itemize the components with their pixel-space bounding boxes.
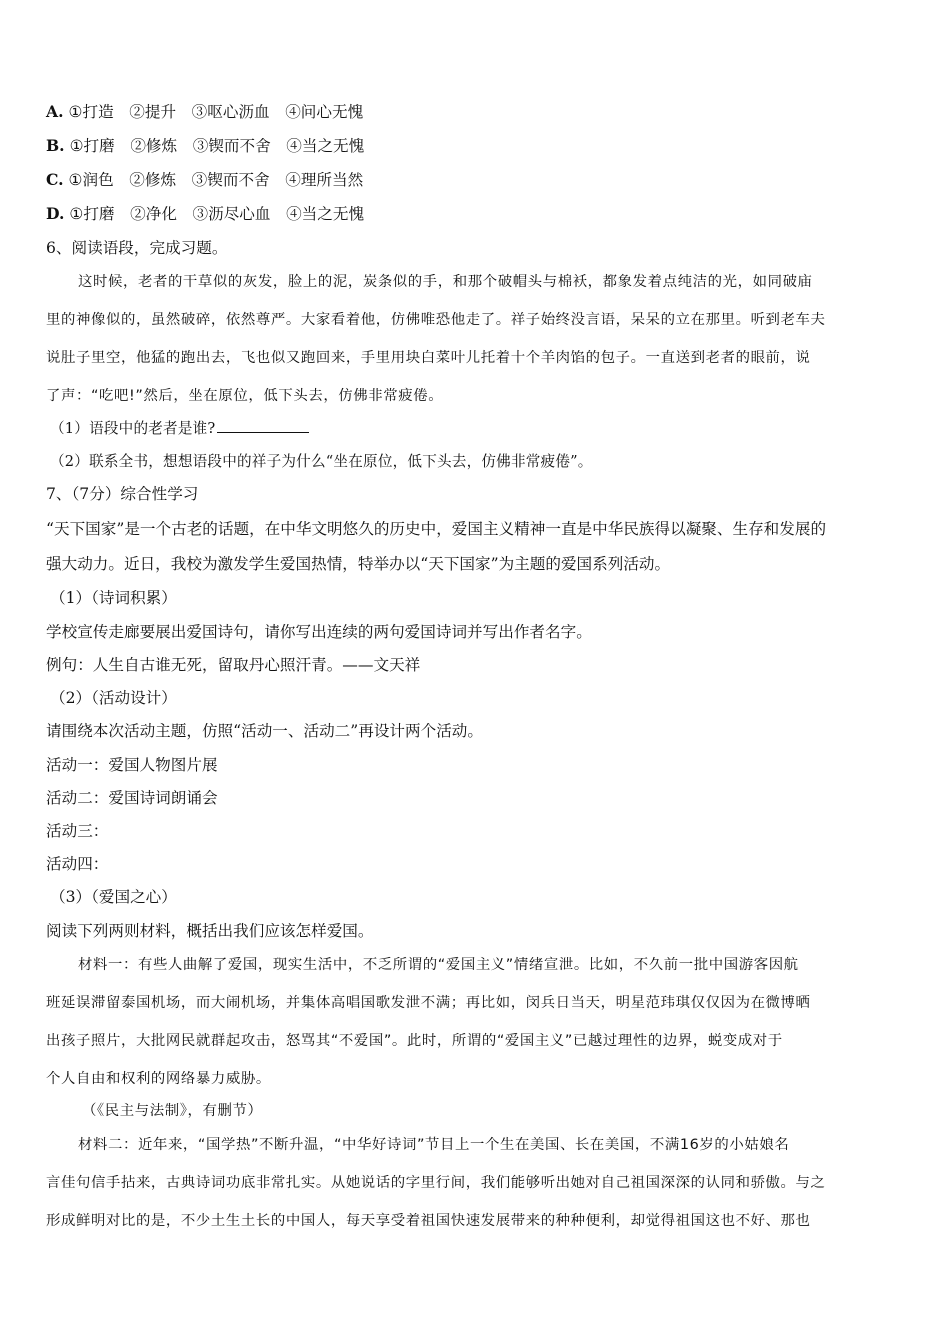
passage-line: 里的神像似的，虽然破碎，依然尊严。大家看着他，仿佛唯恐他走了。祥子始终没言语，呆呆的立在那里。听到老车夫 [46,312,826,328]
part-2-text: 请围绕本次活动主题，仿照“活动一、活动二”再设计两个活动。 [46,722,483,740]
passage-line: 这时候，老者的干草似的灰发，脸上的泥，炭条似的手，和那个破帽头与棉袄，都象发着点纯洁的光，如同破庙 [78,274,813,290]
material-1-line: 班延误滞留泰国机场，而大闹机场，并集体高唱国歌发泄不满；再比如，闵兵日当天，明星范玮琪仅仅因为在微博晒 [46,995,811,1011]
option-letter: A. [46,102,64,121]
material-1-line: 个人自由和权利的网络暴力威胁。 [46,1071,271,1087]
option-d [46,203,364,225]
question-6-title: 6、阅读语段，完成习题。 [46,239,228,257]
part-3-text: 阅读下列两则材料，概括出我们应该怎样爱国。 [46,922,374,940]
option-c [46,169,363,191]
option-a [46,101,363,123]
question-6-sub-1 [50,418,309,440]
passage-line: 了声：“吃吧!”然后，坐在原位，低下头去，仿佛非常疲倦。 [46,388,444,404]
material-1-line: 材料一：有些人曲解了爱国，现实生活中，不乏所谓的“爱国主义”情绪宣泄。比如，不久前一批中国游客因航 [78,957,799,973]
activity-2: 活动二：爱国诗词朗诵会 [46,789,218,807]
intro-line: 强大动力。近日，我校为激发学生爱国热情，特举办以“天下国家”为主题的爱国系列活动。 [46,555,671,573]
intro-line: “天下国家”是一个古老的话题，在中华文明悠久的历史中，爱国主义精神一直是中华民族得以凝聚、生存和发展的 [46,520,827,538]
activity-4: 活动四： [46,855,109,873]
material-2-line: 材料二：近年来，“国学热”不断升温，“中华好诗词”节目上一个生在美国、长在美国，不满16岁的小姑娘名 [78,1137,790,1153]
option-letter: C. [46,170,64,189]
activity-1: 活动一：爱国人物图片展 [46,756,218,774]
part-2-title: （2）（活动设计） [50,689,177,707]
option-text: ①打磨 ②净化 ③沥尽心血 ④当之无愧 [69,205,365,223]
option-text: ①润色 ②修炼 ③锲而不舍 ④理所当然 [68,171,364,189]
option-letter: D. [46,204,65,223]
material-2-line: 形成鲜明对比的是，不少土生土长的中国人，每天享受着祖国快速发展带来的种种便利，却觉得祖国这也不好、那也 [46,1213,811,1229]
part-1-title: （1）（诗词积累） [50,589,177,607]
part-1-example: 例句：人生自古谁无死，留取丹心照汗青。——文天祥 [46,656,421,674]
part-3-title: （3）（爱国之心） [50,888,177,906]
option-letter: B. [46,136,65,155]
option-b [46,135,364,157]
activity-3: 活动三： [46,822,109,840]
question-6-sub-2: （2）联系全书，想想语段中的祥子为什么“坐在原位，低下头去，仿佛非常疲倦”。 [50,453,593,470]
passage-line: 说肚子里空，他猛的跑出去，飞也似又跑回来，手里用块白菜叶儿托着十个羊肉馅的包子。一直送到老者的眼前，说 [46,350,811,366]
material-1-line: 出孩子照片，大批网民就群起攻击，怒骂其“不爱国”。此时，所谓的“爱国主义”已越过理性的边界，蜕变成对于 [46,1033,783,1049]
part-1-text: 学校宣传走廊要展出爱国诗句，请你写出连续的两句爱国诗词并写出作者名字。 [46,623,592,641]
option-text: ①打造 ②提升 ③呕心沥血 ④问心无愧 [68,103,364,121]
option-text: ①打磨 ②修炼 ③锲而不舍 ④当之无愧 [69,137,365,155]
sub-question-text: （1）语段中的老者是谁? [50,420,216,437]
material-1-source: （《民主与法制》，有删节） [82,1103,263,1119]
question-7-title: 7、（7分）综合性学习 [46,485,199,503]
material-2-line: 言佳句信手拈来，古典诗词功底非常扎实。从她说话的字里行间，我们能够听出她对自己祖国深深的认同和骄傲。与之 [46,1175,826,1191]
answer-blank[interactable] [217,418,309,433]
